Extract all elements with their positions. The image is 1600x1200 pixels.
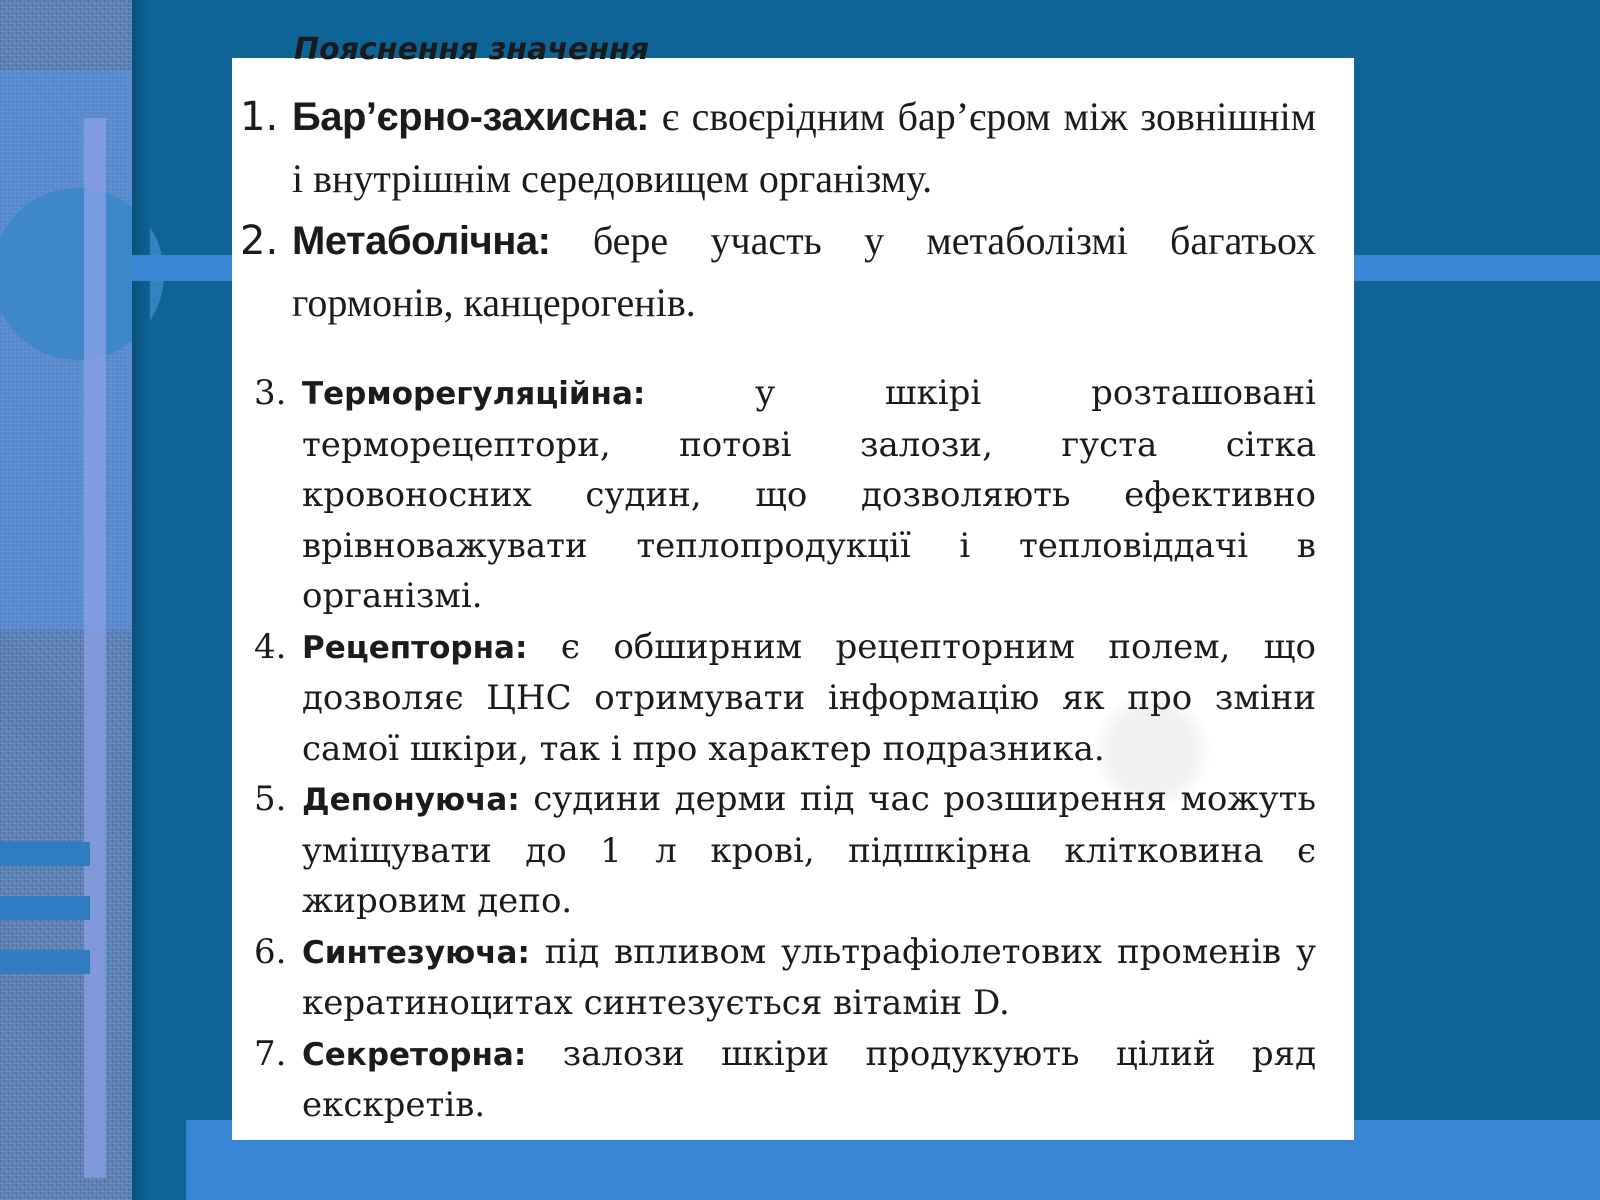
function-item — [254, 1029, 1316, 1131]
function-description: бере участь у метаболізмі багатьох гормонів, канцерогенів. — [292, 218, 1317, 325]
function-list-bottom — [254, 368, 1316, 1131]
item-number: 2. — [240, 218, 279, 264]
decorative-stripe — [0, 896, 90, 920]
function-item — [240, 210, 1316, 334]
decorative-stripe — [0, 842, 90, 866]
function-term: Депонуюча: — [302, 782, 520, 818]
cut-off-heading: Пояснення значення — [294, 32, 650, 67]
function-description: є обширним рецепторним полем, що дозволяє ЦНС отримувати інформацію як про зміни самої шкіри, так і про характер подразника. — [302, 626, 1316, 769]
scanned-text-page — [232, 32, 1354, 1140]
function-description: судини дерми під час розширення можуть уміщувати до 1 л крові, підшкірна клітковина є жировим депо. — [302, 779, 1316, 921]
function-description: під впливом ультрафіолетових променів у кератиноцитах синтезується вітамін D. — [302, 931, 1316, 1023]
function-term: Бар’єрно-захисна: — [292, 95, 649, 139]
item-number: 1. — [240, 94, 279, 140]
item-number: 6. — [254, 931, 287, 972]
function-term: Синтезуюча: — [302, 934, 530, 971]
function-item — [254, 622, 1316, 775]
item-number: 4. — [254, 626, 287, 667]
function-description: залози шкіри продукують цілий ряд екскретів. — [302, 1033, 1316, 1125]
function-term: Рецепторна: — [302, 629, 528, 666]
function-list-top — [240, 86, 1316, 334]
function-item — [254, 368, 1316, 622]
function-term: Терморегуляційна: — [302, 376, 646, 412]
function-description: є своєрідним бар’єром між зовнішнім і внутрішнім середовищем організму. — [292, 94, 1317, 201]
item-number: 3. — [254, 373, 287, 413]
function-item — [254, 927, 1316, 1029]
decorative-stripe — [0, 950, 90, 974]
function-term: Секреторна: — [302, 1036, 527, 1073]
item-number: 5. — [254, 779, 287, 819]
function-description: у шкірі розташовані терморецептори, потові залози, густа сітка кровоносних судин, що дозволяють ефективно врівноважувати теплопродукції і тепловіддачі в організмі. — [302, 373, 1316, 616]
function-item — [254, 774, 1316, 927]
strip-shadow — [132, 0, 150, 1200]
function-term: Метаболічна: — [292, 219, 551, 263]
item-number: 7. — [254, 1033, 287, 1074]
decorative-vertical-bar — [84, 118, 106, 1178]
function-item — [240, 86, 1316, 210]
